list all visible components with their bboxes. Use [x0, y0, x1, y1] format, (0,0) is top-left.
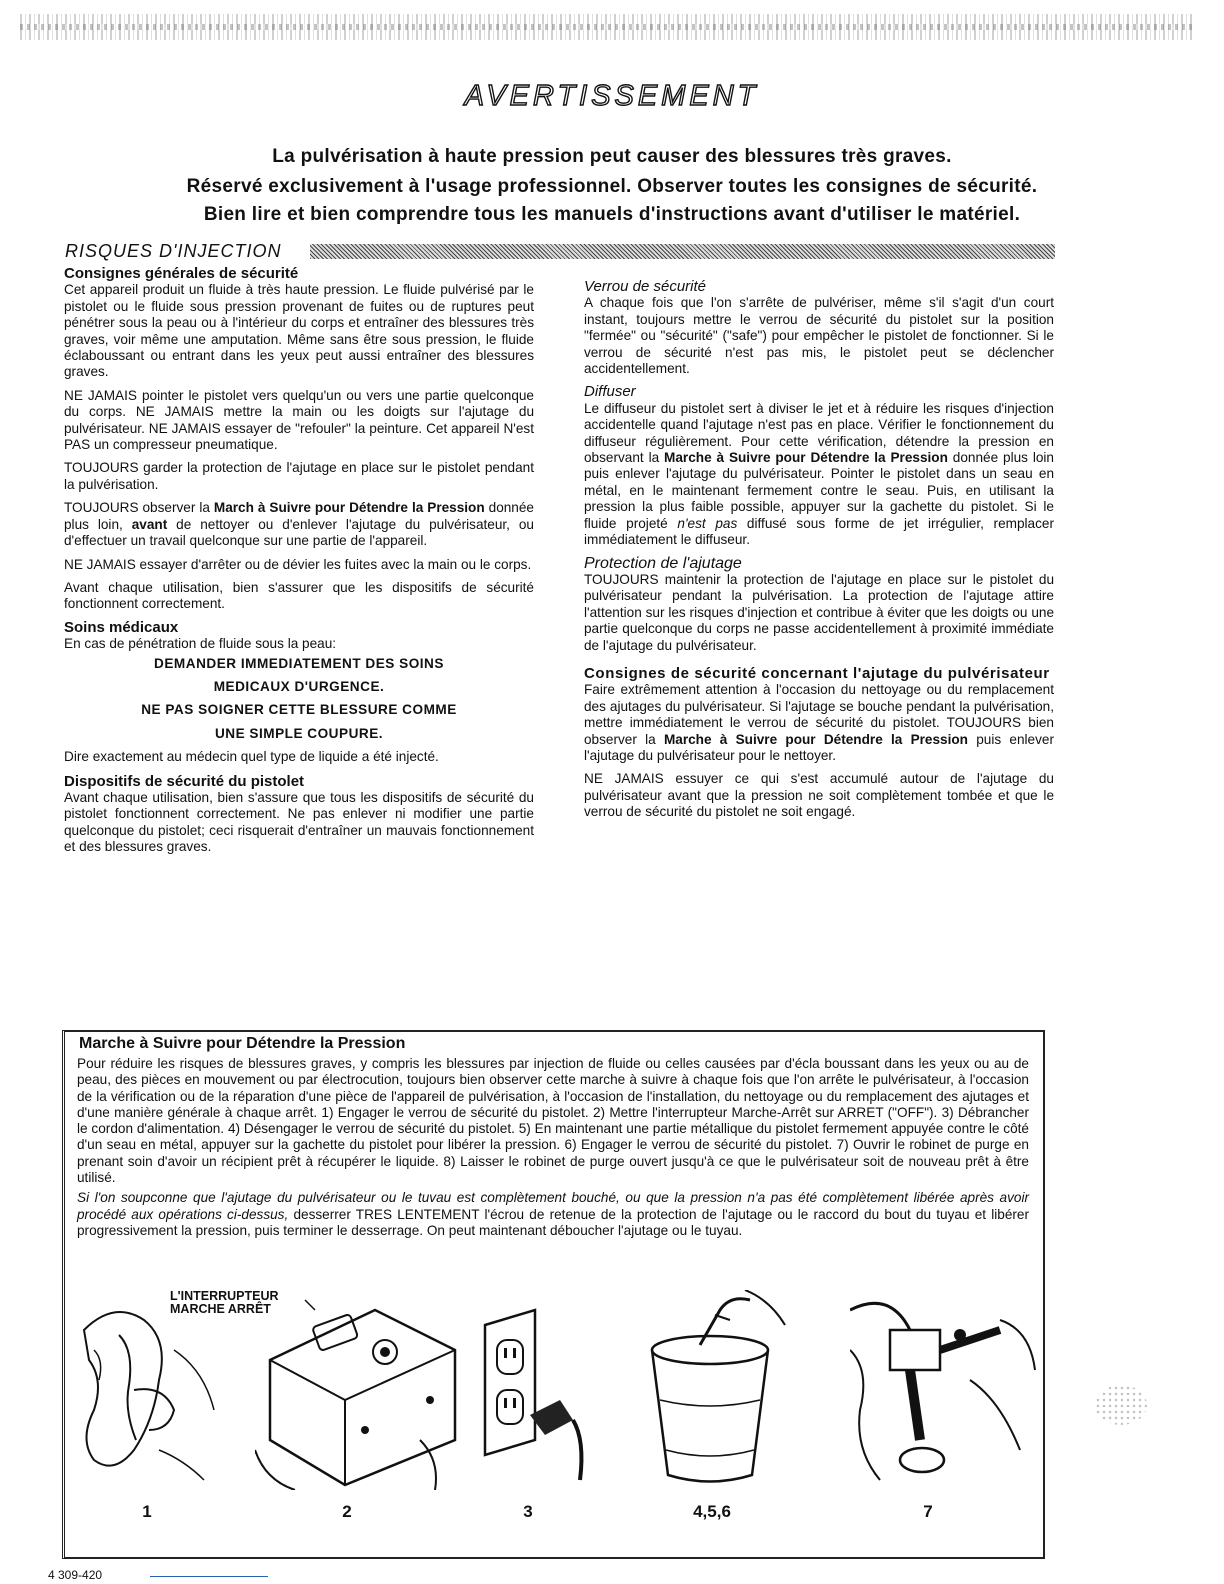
scan-speck	[1095, 1385, 1147, 1425]
figure-number-1: 1	[142, 1502, 152, 1521]
general-p2: NE JAMAIS pointer le pistolet vers quelqu'un ou vers une partie quelconque du corps. NE JAMAIS mettre la main ou les doigts sur l'ajutage du pulvérisateur. NE JAMAIS essayer de "refouler" la peinture. Cet appareil N'est PAS un compresseur pneumatique.	[64, 387, 534, 453]
general-p1: Cet appareil produit un fluide à très haute pression. Le fluide pulvérisé par le pistolet ou le fluide sous pression provenant de fuites ou de ruptures peut pénétrer sous la peau ou à l'intérieur du corps et entraîner des blessures très graves, voir même une amputation. Même sans être sous pression, le fluide éclaboussant ou entrant dans les yeux peut aussi entraîner des blessures graves.	[64, 282, 534, 380]
medical-line-4: UNE SIMPLE COUPURE.	[214, 725, 384, 741]
gun-lock-illustration	[74, 1290, 224, 1490]
scan-noise-top-dark	[20, 24, 1194, 30]
devices-p1: Avant chaque utilisation, bien s'assure que tous les dispositifs de sécurité du pistolet fonctionnent correctement. Ne pas enlever ni modifier une partie quelconque du pistolet; ceci risquerait d'entraîner un mauvais fonctionnement et des blessures graves.	[64, 789, 534, 855]
tip-p2: NE JAMAIS essuyer ce qui s'est accumulé autour de l'ajutage du pulvérisateur avant que la pression ne soit complètement tombée et que le verrou de sécurité du pistolet ne soit engagé.	[584, 771, 1054, 820]
switch-label-line-1: L'INTERRUPTEUR	[170, 1289, 279, 1303]
tip-p1	[584, 682, 1054, 764]
diffuser-p1-d: n'est pas	[677, 515, 738, 531]
general-p6: Avant chaque utilisation, bien s'assurer que les dispositifs de sécurité fonctionnent correctement.	[64, 579, 534, 612]
procedure-p2-rest: desserrer TRES LENTEMENT l'écrou de retenue de la protection de l'ajutage ou le raccord du bout du tuyau et libérer progressivement la pression, puis terminer le desserrage. On peut maintenant déboucher l'ajutage ou le tuyau.	[77, 1206, 1030, 1238]
figure-number-7: 7	[923, 1502, 933, 1521]
procedure-p2-italic: Si l'on soupconne que l'ajutage du pulvérisateur ou le tuvau est complètement bouché, ou que la pression n'a pas été complètement libérée après avoir procédé aux opérations ci-dessus,	[77, 1190, 1029, 1222]
section-label: RISQUES D'INJECTION	[65, 241, 289, 262]
figure-number-3: 3	[523, 1502, 533, 1521]
figure-number-4-5-6: 4,5,6	[693, 1502, 731, 1521]
tip-heading: Consignes de sécurité concernant l'ajutage du pulvérisateur	[584, 664, 1050, 682]
section-header-injection	[65, 242, 1055, 262]
tip-p1-b: Marche à Suivre pour Détendre la Pression	[663, 731, 968, 747]
tip-p1-c: puis enlever l'ajutage du pulvérisateur pour le nettoyer.	[584, 731, 1055, 763]
switch-box-illustration	[255, 1290, 465, 1490]
diffuser-heading: Diffuser	[584, 383, 636, 401]
diffuser-p1	[584, 401, 1054, 549]
general-p4-b: March à Suivre pour Détendre la Pression	[213, 500, 485, 516]
medical-line-1: DEMANDER IMMEDIATEMENT DES SOINS	[154, 655, 444, 671]
tip-p1-a: Faire extrêmement attention à l'occasion du nettoyage ou du remplacement des ajutages du pulvérisateur. Si l'ajutage se bouche pendant la pulvérisation, mettre immédiatement le verrou de sécurité du pistolet. TOUJOURS bien observer la	[584, 682, 1054, 747]
section-shade-bar	[310, 244, 1055, 259]
switch-label-line-2: MARCHE ARRÊT	[170, 1302, 271, 1316]
medical-line-3: NE PAS SOIGNER CETTE BLESSURE COMME	[141, 702, 457, 718]
general-p4-c: donnée plus loin,	[64, 500, 534, 532]
medical-intro: En cas de pénétration de fluide sous la peau:	[64, 636, 337, 652]
lead-line-2: Réservé exclusivement à l'usage professionnel. Observer toutes les consignes de sécurité.	[186, 176, 1038, 197]
general-p4-a: TOUJOURS observer la	[64, 500, 214, 516]
devices-heading: Dispositifs de sécurité du pistolet	[64, 772, 305, 790]
diffuser-p1-b: Marche à Suivre pour Détendre la Pression	[664, 450, 948, 466]
outlet-illustration	[475, 1290, 595, 1490]
procedure-p2	[77, 1190, 1029, 1239]
diffuser-p1-c: donnée plus loin puis enlever l'ajutage du pulvérisateur. Pointer le pistolet dans un seau en métal, en le maintenant fermement contre le seau. Puis, en utilisant la pression la plus faible possible, appuyer sur la gachette du pistolet. Si le fluide projeté	[584, 450, 1054, 531]
lock-heading: Verrou de sécurité	[584, 278, 707, 295]
lock-p1: A chaque fois que l'on s'arrête de pulvériser, même s'il s'agit d'un court instant, toujours mettre le verrou de sécurité du pistolet sur la position "fermée" ou "sécurité" ("safe") pour empêcher le pistolet de fonctionner. Si le verrou de sécurité n'est pas mis, le pistolet peut se déclencher accidentellement.	[584, 295, 1054, 377]
page-footer: 4 309-420	[48, 1568, 103, 1582]
right-column	[584, 279, 1054, 828]
procedure-text	[77, 1056, 1029, 1243]
general-heading: Consignes générales de sécurité	[64, 265, 299, 282]
procedure-p1: Pour réduire les risques de blessures graves, y compris les blessures par injection de fluide ou celles causées par d'écla boussant dans les yeux ou au de peau, des pièces en mouvement ou par électrocution, toujours bien observer cette marche à suivre à chaque fois que l'on arrête le pulvérisateur, à l'occasion de la vérification ou de la réparation d'une pièce de l'appareil de pulvérisation, à l'occasion de l'installation, du nettoyage ou du remplacement des ajutages et d'une manière générale à chaque arrêt. 1) Engager le verrou de sécurité du pistolet. 2) Mettre l'interrupteur Marche-Arrêt sur ARRET ("OFF"). 3) Débrancher le cordon d'alimentation. 4) Désengager le verrou de sécurité du pistolet. 5) En maintenant une partie métallique du pistolet fermement appuyée contre le côté d'un seau en métal, appuyer sur la gachette du pistolet pour libérer la pression. 6) Engager le verrou de sécurité du pistolet. 7) Ouvrir le robinet de purge en prenant soin d'avoir un récipient prêt à récupérer le liquide. 8) Laisser le robinet de purge ouvert jusqu'à ce que le pulvérisateur soit de nouveau prêt à être utilisé.	[77, 1056, 1029, 1186]
diffuser-p1-e: diffusé sous forme de jet irrégulier, remplacer immédiatement le diffuseur.	[584, 515, 1054, 548]
general-p3: TOUJOURS garder la protection de l'ajutage en place sur le pistolet pendant la pulvérisation.	[64, 460, 534, 492]
figure-number-2: 2	[342, 1502, 352, 1521]
left-column	[64, 266, 534, 863]
general-p4	[64, 500, 534, 549]
lead-line-1: La pulvérisation à haute pression peut causer des blessures très graves.	[272, 146, 952, 167]
general-p4-d: avant	[131, 516, 168, 532]
footer-line	[150, 1576, 268, 1577]
bucket-illustration	[640, 1290, 790, 1490]
diffuser-p1-a: Le diffuseur du pistolet sert à diviser le jet et à réduire les risques d'injection accidentelle quand l'ajutage n'est pas en place. Vérifier le fonctionnement du diffuseur régulièrement. Pour cette vérification, détendre la pression en observant la	[584, 400, 1054, 466]
medical-outro: Dire exactement au médecin quel type de liquide a été injecté.	[64, 749, 439, 765]
general-p4-e: de nettoyer ou d'enlever l'ajutage du pulvérisateur, ou d'effectuer un travail quelconque sur une partie de l'appareil.	[64, 516, 534, 549]
purge-valve-illustration	[850, 1290, 1040, 1490]
page-title: AVERTISSEMENT	[464, 80, 760, 112]
lead-line-3: Bien lire et bien comprendre tous les manuels d'instructions avant d'utiliser le matériel.	[203, 204, 1021, 225]
medical-line-2: MEDICAUX D'URGENCE.	[213, 678, 385, 694]
tipguard-p1: TOUJOURS maintenir la protection de l'ajutage en place sur le pistolet du pulvérisateur pendant la pulvérisation. La protection de l'ajutage attire l'attention sur les risques d'injection et contribue à éviter que les doigts ou une partie quelconque du corps ne passe accidentellement à proximité immédiate de l'ajutage du pulvérisateur.	[584, 571, 1054, 653]
medical-heading: Soins médicaux	[64, 618, 179, 636]
procedure-heading: Marche à Suivre pour Détendre la Pression	[79, 1035, 406, 1052]
tipguard-heading: Protection de l'ajutage	[584, 554, 742, 572]
general-p5: NE JAMAIS essayer d'arrêter ou de dévier les fuites avec la main ou le corps.	[64, 556, 532, 572]
